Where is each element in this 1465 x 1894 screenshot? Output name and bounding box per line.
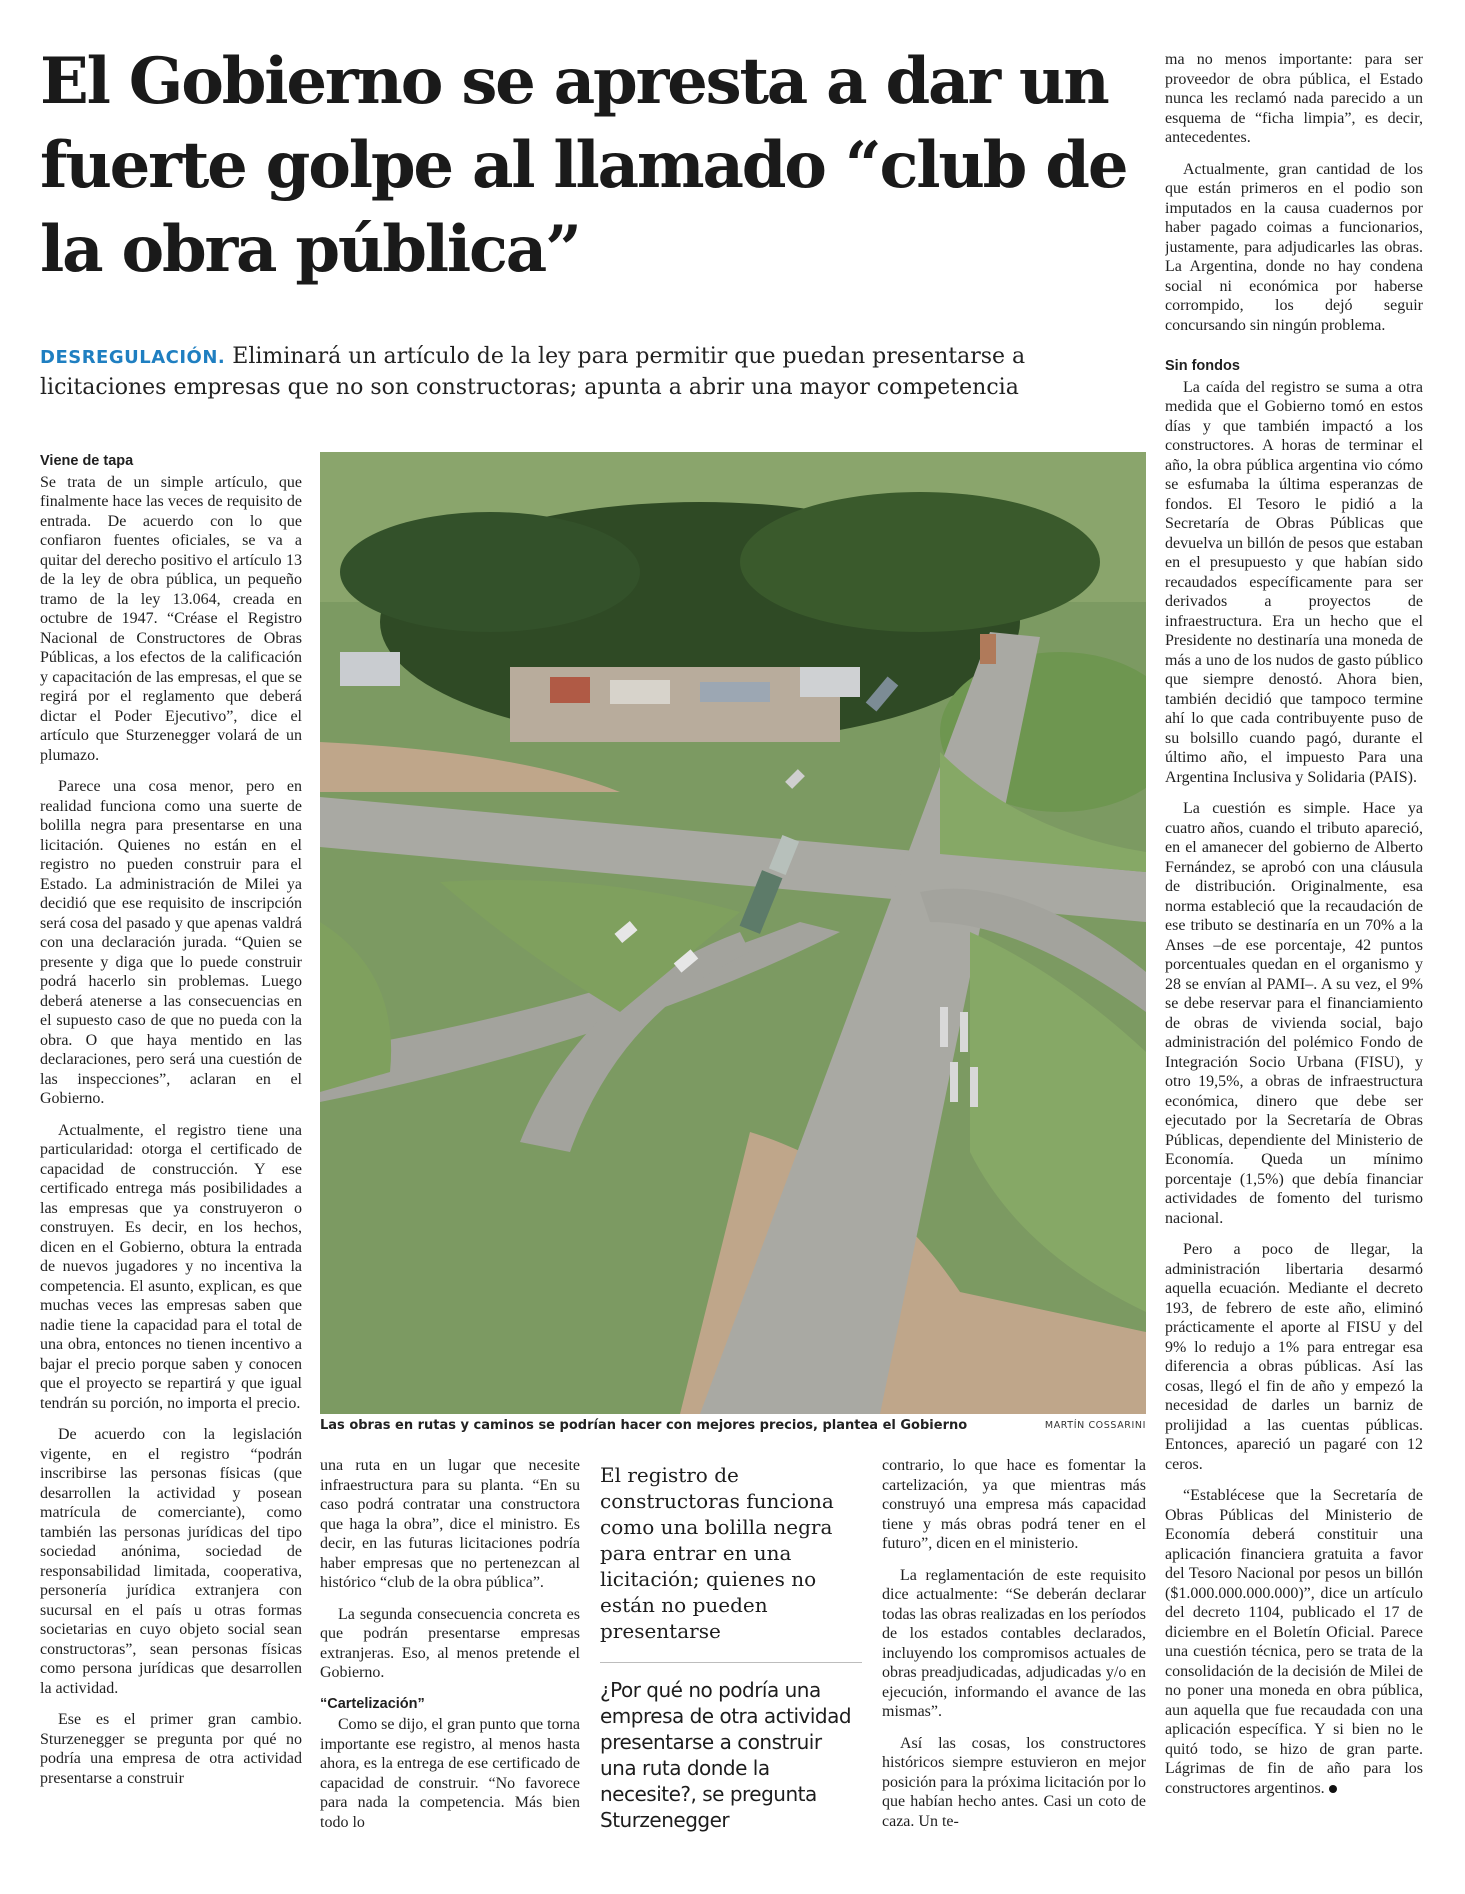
photo-caption [320, 1418, 1146, 1438]
subhead-sin-fondos: Sin fondos [1165, 358, 1240, 374]
paragraph: La cuestión es simple. Hace ya cuatro años, cuando el tributo apareció, en el amanecer del gobierno de Alberto Fernández, se aprobó con una cláusula de distribución. Originalmente, esa norma estableció que la recaudación de ese tributo se destinaría en un 70% a la Anses –de ese porcentaje, 42 puntos porcentuales quedan en el organismo y 28 se envían al PAMI–. A su vez, el 9% se debe reservar para el financiamiento de obras de vivienda social, bajo administración del polémico Fondo de Integración Socio Urbana (FISU), y otro 19,5%, a obras de infraestructura económica, dinero que debe ser ejecutado por la Secretaría de Obras Públicas, dependiente del Ministerio de Economía. Queda un mínimo porcentaje (1,5%) que debía financiar actividades de fomento del turismo nacional. [1165, 800, 1423, 1227]
paragraph: una ruta en un lugar que necesite infraestructura para su planta. “En su caso podrá contratar una constructora que haga la obra”, dice el ministro. Es decir, en las futuras licitaciones podría haber empresas que no pertenezcan al histórico “club de la obra pública”. [320, 1457, 580, 1591]
final-text: “Establécese que la Secretaría de Obras Públicas del Ministerio de Economía deberá constituir una aplicación financiera gratuita a favor del Tesoro Nacional por pesos un billón ($1.000.000.000.000)”, dice un artículo del decreto 1104, publicado el 17 de diciembre en el Boletín Oficial. Parece una cuestión técnica, pero se trata de la consolidación de la decisión de Milei de no poner una moneda en obra pública, aun aquella que fue recaudada con una aplicación específica. Y si bien no le quitó todo, se hizo de gran parte. Lágrimas de fin de año para los constructores argentinos. [1165, 1487, 1423, 1797]
aerial-photo [320, 452, 1146, 1414]
deck [40, 342, 1140, 403]
divider [600, 1662, 862, 1663]
roof [700, 682, 770, 702]
truck [980, 634, 996, 664]
end-mark-icon [1329, 1785, 1337, 1793]
tree-cluster [340, 512, 640, 632]
paragraph: contrario, lo que hace es fomentar la cartelización, ya que mientras más construyó una empresa más capacidad tiene y más obras podrá tener en el futuro”, dicen en el ministerio. [882, 1457, 1146, 1552]
column-2 [320, 1456, 580, 1856]
paragraph: Pero a poco de llegar, la administración libertaria desarmó aquella ecuación. Mediante el decreto 193, de febrero de este año, eliminó prácticamente el aporte al FISU y del 9% lo redujo a 1% para entregar esa diferencia a obras públicas. Así las cosas, llegó el fin de año y empezó la necesidad de darles un barniz de prolijidad a las cuentas públicas. Entonces, apareció un pagaré con 12 ceros. [1165, 1241, 1423, 1473]
paragraph: ma no menos importante: para ser proveedor de obra pública, el Estado nunca les reclamó nada parecido a un esquema de “ficha limpia”, es decir, antecedentes. [1165, 51, 1423, 146]
paragraph: Como se dijo, el gran punto que torna importante ese registro, al menos hasta ahora, es la entrega de ese certificado de capacidad de construir. “No favorece para nada la competencia. Más bien todo lo [320, 1716, 580, 1831]
tree-cluster [740, 492, 1100, 632]
paragraph: La reglamentación de este requisito dice actualmente: “Se deberán declarar todas las obras realizadas en los períodos de los estados contables declarados, incluyendo los compromisos actuales de obras preadjudicadas, adjudicadas y/o en ejecución, informando el avance de las mismas”. [882, 1566, 1146, 1720]
paragraph-final [1165, 1486, 1423, 1798]
column-right [1165, 50, 1423, 1880]
subhead-viene-de-tapa: Viene de tapa [40, 453, 134, 469]
pullquote-2: ¿Por qué no podría una empresa de otra actividad presentarse a construir una ruta donde la necesite?, se pregunta Sturzenegger [600, 1678, 852, 1832]
paragraph: Se trata de un simple artículo, que finalmente hace las veces de requisito de entrada. De acuerdo con lo que confiaron fuentes oficiales, se va a quitar del derecho positivo el artículo 13 de la ley de obra pública, un pequeño tramo de la ley 13.064, creada en octubre de 1947. “Créase el Registro Nacional de Constructores de Obras Públicas, a los efectos de la calificación y capacitación de las empresas, el que se regirá por el reglamento que deberá dictar el Poder Ejecutivo”, dice el artículo que Sturzenegger volará de un plumazo. [40, 473, 302, 764]
pillar [970, 1067, 978, 1107]
paragraph: La segunda consecuencia concreta es que podrán presentarse empresas extranjeras. Eso, al menos pretende el Gobierno. [320, 1605, 580, 1681]
roof [800, 667, 860, 697]
paragraph: Actualmente, gran cantidad de los que están primeros en el podio son imputados en la causa cuadernos por haber pagado coimas a funcionarios, justamente, para adjudicarles las obras. La Argentina, donde no hay condena social ni económica por haberse corrompido, los dejó seguir concursando sin ningún problema. [1165, 160, 1423, 334]
pullquote-box [600, 1462, 862, 1833]
kicker: DESREGULACIÓN. [40, 347, 226, 368]
paragraph: Ese es el primer gran cambio. Sturzenegger se pregunta por qué no podría una empresa de otra actividad presentarse a construir [40, 1711, 302, 1787]
deck-text: Eliminará un artículo de la ley para permitir que puedan presentarse a licitaciones empresas que no son constructoras; apunta a abrir una mayor competencia [40, 344, 1026, 400]
headline: El Gobierno se apresta a dar un fuerte golpe al llamado “club de la obra pública” [40, 44, 1127, 287]
paragraph: La caída del registro se suma a otra medida que el Gobierno tomó en estos días y que también impactó a los constructores. A horas de terminar el año, la obra pública argentina vio cómo se esfumaba la última esperanzas de fondos. El Tesoro le pidió a la Secretaría de Obras Públicas que devuelva un billón de pesos que estaban en el presupuesto y que habían sido recaudados específicamente para ser derivados a proyectos de infraestructura. Era un hecho que el Presidente no destinaría una moneda de más a uno de los nudos de gasto público que siempre denostó. Ahora bien, también decidió que tampoco termine ahí lo que cada contribuyente puso de su bolsillo cuando pagó, durante el último año, el impuesto Para una Argentina Inclusiva y Solidaria (PAIS). [1165, 378, 1423, 786]
subhead-cartelizacion: “Cartelización” [320, 1695, 425, 1712]
paragraph: Parece una cosa menor, pero en realidad funciona como una suerte de bolilla negra para presentarse en una licitación. Quienes no están en el registro no pueden construir para el Estado. La administración de Milei ya decidió que ese requisito de inscripción será cosa del pasado y que apenas valdrá con una declaración jurada. “Quien se presente y diga que lo puede construir podrá hacerlo sin problemas. Luego deberá atenerse a las consecuencias en el supuesto caso de que no pueda con la obra. O que haya mentido en las declaraciones, pero será una cuestión de las inspecciones”, aclaran en el Gobierno. [40, 778, 302, 1107]
paragraph: Así las cosas, los constructores históricos siempre estuvieron en mejor posición para la próxima licitación por lo que habían hecho antes. Casi un coto de caza. Un te- [882, 1734, 1146, 1830]
paragraph: Actualmente, el registro tiene una particularidad: otorga el certificado de capacidad de construcción. Y ese certificado entrega más posibilidades a las empresas que ya construyeron o construyen. Es decir, en los hechos, dicen en el Gobierno, obtura la entrada de nuevos jugadores y no incentiva la competencia. El asunto, explican, es que muchas veces las empresas saben que nadie tiene la capacidad para el total de una obra, entonces no tienen incentivo a bajar el precio porque saben y conocen que el proyecto se repartirá y que igual tendrán su porción, no importa el precio. [40, 1121, 302, 1412]
pillar [950, 1062, 958, 1102]
roof [550, 677, 590, 703]
column-4 [882, 1456, 1146, 1856]
roof [610, 680, 670, 704]
pillar [960, 1012, 968, 1052]
paragraph: De acuerdo con la legislación vigente, en el registro “podrán inscribirse las personas físicas (que desarrollen la actividad y posean matrícula de comerciante), como también las personas jurídicas del tipo sociedad anónima, sociedad de responsabilidad limitada, cooperativa, personería jurídica extranjera con sucursal en el país u otras formas societarias en cuyo objeto social sean constructoras”, sean personas físicas como persona jurídicas que desarrollen la actividad. [40, 1426, 302, 1697]
pullquote-1: El registro de constructoras funciona como una bolilla negra para entrar en una licitación; quienes no están no pueden presentarse [600, 1463, 834, 1643]
roof [340, 652, 400, 686]
column-1 [40, 452, 302, 1882]
road-intersection-illustration [320, 452, 1146, 1414]
photo-credit: MARTÍN COSSARINI [1044, 1420, 1146, 1431]
pillar [940, 1007, 948, 1047]
caption-text: Las obras en rutas y caminos se podrían hacer con mejores precios, plantea el Gobierno [320, 1418, 968, 1433]
